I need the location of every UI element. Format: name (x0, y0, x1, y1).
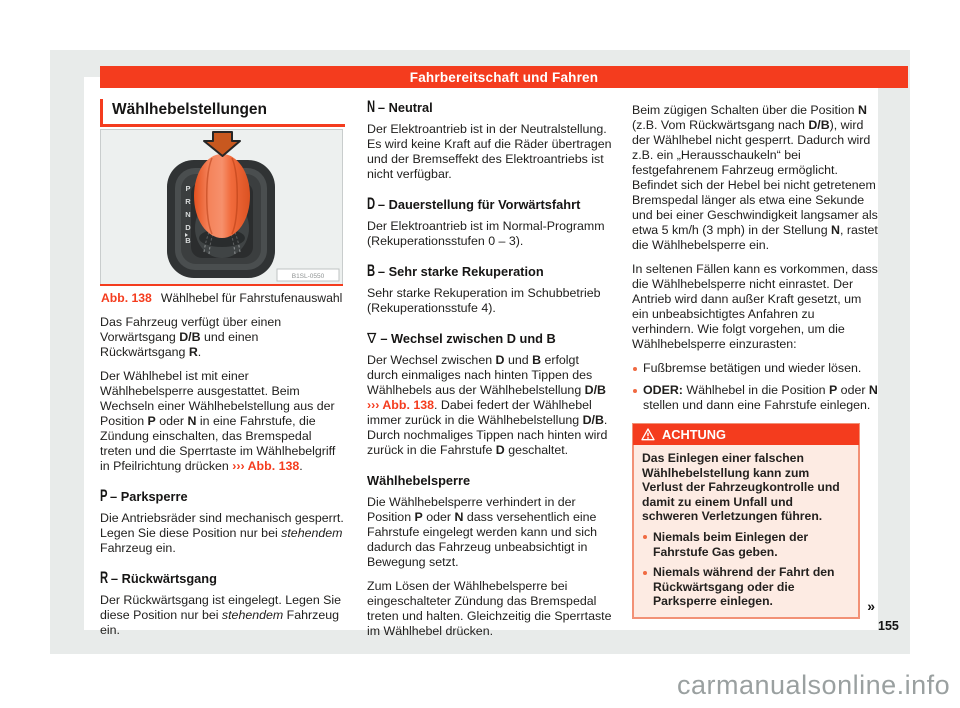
heading-rekuperation (367, 264, 613, 280)
paragraph-nicht-einrastet: In seltenen Fällen kann es vorkommen, dass die Wählhebelsperre nicht einrastet. Der Antrieb wird dann außer Kraft gesetzt, um ein unbeabsichtigtes Anfahren zu verhindern. Wie folgt vorgehen, um die Wählhebelsperre einzurasten: (632, 262, 878, 351)
paragraph-sperre-2: Zum Lösen der Wählhebelsperre bei eingeschalteter Zündung das Bremspedal treten und halten. Gleichzeitig die Sperrtaste im Wählhebel drücken. (367, 579, 612, 638)
warning-title: ACHTUNG (662, 427, 726, 442)
heading-neutral (367, 100, 613, 116)
gear-position-d-icon: D (367, 195, 376, 213)
page-number: 155 (878, 619, 899, 633)
warning-paragraph: Das Einlegen einer falschen Wählhebelstellung kann zum Verlust der Fahrzeugkontrolle und damit zu einem Unfall und schweren Verletzungen führen. (642, 451, 840, 524)
gear-selector-illustration (100, 129, 343, 284)
paragraph-rueckwaertsgang: Der Rückwärtsgang ist eingelegt. Legen Sie diese Position nur bei stehendem Fahrzeug ein. (100, 593, 342, 637)
image-code: B1SL-0550 (291, 273, 325, 280)
tap-down-icon: ∇ (367, 330, 377, 346)
paragraph-sperre-1: Die Wählhebelsperre verhindert in der Position P oder N dass versehentlich eine Fahrstufe eingelegt werden kann und sich dadurch das Fahrzeug unbeabsichtigt in Bewegung setzt. (367, 495, 598, 569)
section-title: Wählhebelstellungen (100, 99, 345, 127)
list-item: ODER: Wählhebel in die Position P oder N stellen und dann eine Fahrstufe einlegen. (632, 383, 878, 413)
heading-waehlhebelsperre (367, 473, 613, 489)
gate-label-b: B (185, 236, 191, 245)
heading-label: – Rückwärtsgang (110, 571, 217, 586)
figure-caption-label: Abb. 138 (101, 291, 152, 305)
gate-label-r: R (185, 197, 191, 206)
heading-label: Wählhebelsperre (367, 473, 471, 488)
gear-position-n-icon: N (367, 98, 376, 116)
heading-wechsel-d-b (367, 331, 613, 347)
paragraph-parksperre: Die Antriebsräder sind mechanisch gesperrt. Legen Sie diese Position nur bei stehendem Fahrzeug ein. (100, 511, 344, 555)
warning-header (633, 424, 859, 445)
warning-list-item: Niemals während der Fahrt den Rückwärtsgang oder die Parksperre einlegen. (642, 565, 850, 609)
column-left (100, 99, 345, 647)
heading-label: – Dauerstellung für Vorwärtsfahrt (377, 197, 581, 212)
column-middle (367, 100, 613, 648)
warning-body (634, 445, 858, 617)
warning-list-item: Niemals beim Einlegen der Fahrstufe Gas geben. (642, 530, 850, 559)
heading-label: – Parksperre (110, 489, 188, 504)
gear-position-p-icon: P (100, 487, 108, 505)
heading-label: – Sehr starke Rekuperation (377, 264, 544, 279)
heading-rueckwaertsgang (100, 571, 345, 587)
gate-label-n: N (185, 210, 191, 219)
gear-selector-drawing (101, 130, 342, 283)
gate-label-d: D (185, 223, 191, 232)
chapter-title: Fahrbereitschaft und Fahren (409, 69, 599, 85)
paragraph-rekuperation: Sehr starke Rekuperation im Schubbetrieb (Rekuperationsstufe 4). (367, 286, 601, 315)
chapter-header-bar (100, 66, 908, 88)
list-item: Fußbremse betätigen und wieder lösen. (632, 361, 878, 376)
paragraph-dauerstellung: Der Elektroantrieb ist im Normal-Programm (Rekuperationsstufen 0 – 3). (367, 219, 605, 248)
gear-position-b-icon: B (367, 262, 376, 280)
paragraph-intro: Das Fahrzeug verfügt über einen Vorwärtsgang D/B und einen Rückwärtsgang R. (100, 315, 282, 359)
figure-caption (100, 286, 345, 305)
heading-label: – Wechsel zwischen D und B (380, 331, 556, 346)
heading-label: – Neutral (377, 100, 433, 115)
paragraph-neutral: Der Elektroantrieb ist in der Neutralstellung. Es wird keine Kraft auf die Räder übertragen und der Bremseffekt des Elektroantriebs ist nicht verfügbar. (367, 122, 612, 181)
warning-triangle-icon (641, 428, 655, 441)
paragraph-lever-lock: Der Wählhebel ist mit einer Wählhebelsperre ausgestattet. Beim Wechseln einer Wählhebelstellung aus der Position P oder N in eine Fahrstufe, die Zündung einschalten, das Bremspedal treten und die Sperrtaste im Wählhebelgriff in Pfeilrichtung drücken ››› Abb. 138. (100, 369, 336, 473)
column-right (632, 103, 878, 619)
warning-box (632, 423, 875, 619)
figure-138 (100, 129, 345, 305)
watermark: carmanualsonline.info (677, 670, 951, 700)
figure-caption-text: Wählhebel für Fahrstufenauswahl (160, 291, 343, 305)
paragraph-wechsel-d-b: Der Wechsel zwischen D und B erfolgt durch einmaliges nach hinten Tippen des Wählhebels aus der Wählhebelstellung D/B ››› Abb. 138. Dabei federt der Wählhebel immer zurück in die Wählhebelstellung D/B. Durch nochmaliges Tippen nach hinten wird zurück in die Fahrstufe D geschaltet. (367, 353, 608, 457)
gate-label-p: P (185, 184, 191, 193)
figure-reference-link[interactable]: ››› Abb. 138 (232, 459, 300, 473)
gear-knob (194, 154, 250, 238)
figure-reference-link[interactable]: ››› Abb. 138 (367, 398, 435, 412)
heading-dauerstellung (367, 197, 613, 213)
gear-position-r-icon: R (100, 569, 109, 587)
continuation-mark: » (867, 597, 875, 614)
down-arrow-icon (204, 132, 240, 156)
paragraph-schalten-n: Beim zügigen Schalten über die Position N (z.B. Vom Rückwärtsgang nach D/B), wird der Wählhebel nicht gesperrt. Dadurch wird z.B. ein „Herausschaukeln“ bei festgefahrenem Fahrzeug ermöglicht. Befindet sich der Hebel bei nicht getretenem Bremspedal länger als etwa eine Sekunde und bei einer Geschwindigkeit langsamer als etwa 5 km/h (3 mph) in der Stellung N, rastet die Wählhebelsperre ein. (632, 103, 878, 252)
heading-parksperre (100, 489, 345, 505)
